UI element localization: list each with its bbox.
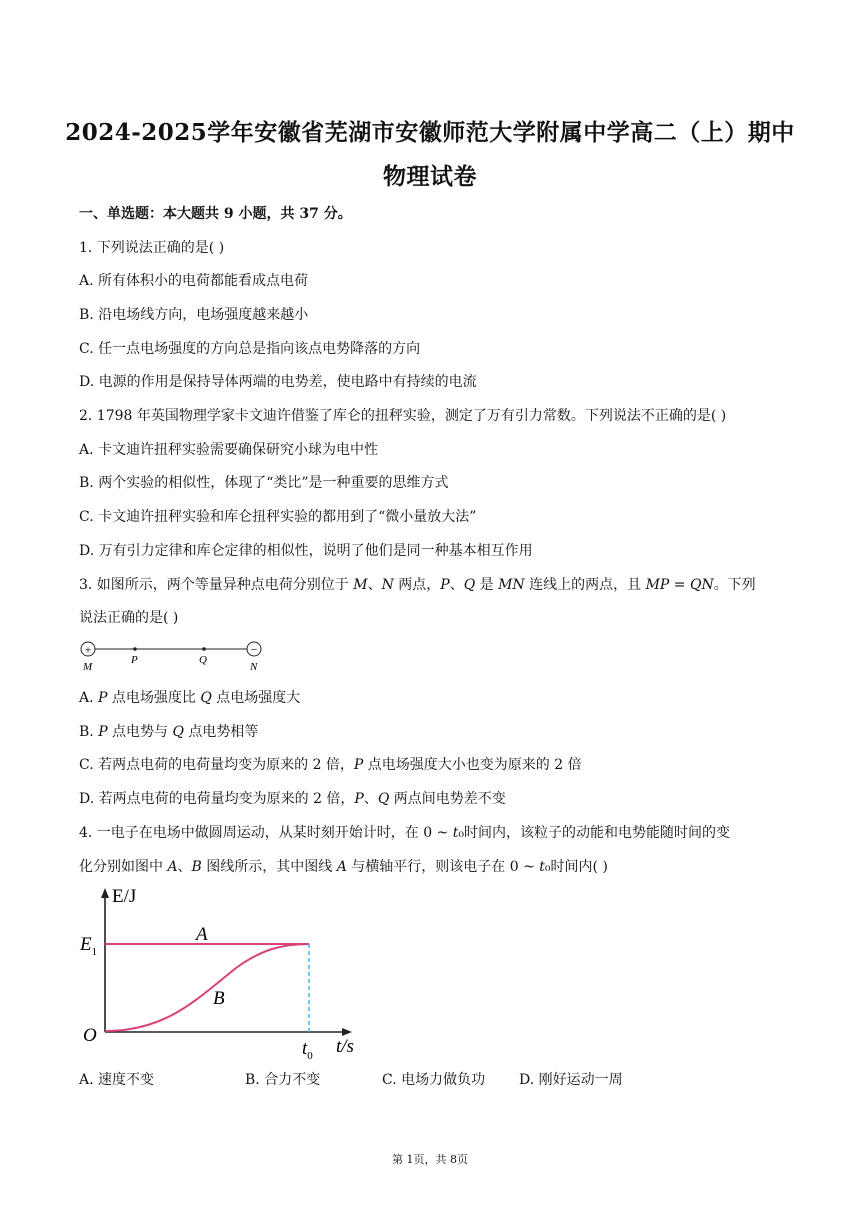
page-footer: 第 1页，共 8页 [392,1153,468,1166]
point-p-dot [133,647,137,651]
origin-label: O [83,1025,97,1046]
q3-option-c: C. 若两点电荷的电荷量均变为原来的 2 倍，𝑃 点电场强度大小也变为原来的 2 倍 [79,757,582,773]
q4-energy-time-graph [76,880,376,1060]
q4-option-b: B. 合力不变 [245,1072,321,1088]
curve-b-line [105,944,309,1031]
q4-stem-line2: 化分别如图中 𝐴、𝐵 图线所示，其中图线 𝐴 与横轴平行，则该电子在 0 ~ 𝑡₀时间内( ) [79,859,608,875]
label-p: P [131,654,138,666]
q3-stem-line2: 说法正确的是( ) [79,610,179,626]
q4-option-c: C. 电场力做负功 [382,1072,486,1088]
paper-title-line1: 2024-2025学年安徽省芜湖市安徽师范大学附属中学高二（上）期中 [65,119,795,146]
q1-option-d: D. 电源的作用是保持导体两端的电势差，使电路中有持续的电流 [79,374,477,390]
y-axis-arrow [101,888,109,898]
paper-title-line2: 物理试卷 [383,163,477,190]
curve-b-label: B [213,988,225,1009]
q4-option-a: A. 速度不变 [79,1072,155,1088]
q2-option-a: A. 卡文迪许扭秤实验需要确保研究小球为电中性 [79,442,379,458]
x-axis-arrow [342,1028,352,1036]
charge-m-sign: + [84,642,92,657]
q2-option-d: D. 万有引力定律和库仑定律的相似性，说明了他们是同一种基本相互作用 [79,543,533,559]
q1-option-c: C. 任一点电场强度的方向总是指向该点电势降落的方向 [79,341,421,357]
q2-option-c: C. 卡文迪许扭秤实验和库仑扭秤实验的都用到了“微小量放大法” [79,509,477,525]
q1-stem: 1. 下列说法正确的是( ) [79,240,225,256]
q3-stem-line1: 3. 如图所示，两个等量异种点电荷分别位于 𝑀、𝑁 两点，𝑃、𝑄 是 𝑀𝑁 连线上的两点，且 𝑀𝑃 = 𝑄𝑁。下列 [79,577,756,593]
q4-option-d: D. 刚好运动一周 [519,1072,623,1088]
q4-stem-line1: 4. 一电子在电场中做圆周运动，从某时刻开始计时，在 0 ~ 𝑡₀时间内，该粒子的动能和电势能随时间的变 [79,825,731,841]
t0-label: $t_0$ [302,1038,313,1060]
q2-stem: 2. 1798 年英国物理学家卡文迪许借鉴了库仑的扭秤实验，测定了万有引力常数。下列说法不正确的是( ) [79,408,727,424]
x-axis-label: t/s [336,1036,354,1057]
y-axis-label: E/J [112,886,137,907]
q2-option-b: B. 两个实验的相似性，体现了“类比”是一种重要的思维方式 [79,475,449,491]
point-q-dot [202,647,206,651]
q1-option-a: A. 所有体积小的电荷都能看成点电荷 [79,273,309,289]
charge-n-sign: − [250,642,258,657]
section-header: 一、单选题：本大题共 9 小题，共 37 分。 [79,206,352,222]
label-m: M [83,661,93,673]
label-n: N [250,661,258,673]
curve-a-label: A [196,924,208,945]
label-q: Q [199,654,207,666]
q3-option-b: B. 𝑃 点电势与 𝑄 点电势相等 [79,724,259,740]
q3-option-a: A. 𝑃 点电场强度比 𝑄 点电场强度大 [79,690,301,706]
q3-option-d: D. 若两点电荷的电荷量均变为原来的 2 倍，𝑃、𝑄 两点间电势差不变 [79,791,506,807]
q1-option-b: B. 沿电场线方向，电场强度越来越小 [79,307,309,323]
e1-label: $E_1$ [80,934,98,958]
q3-charge-figure [78,636,278,678]
